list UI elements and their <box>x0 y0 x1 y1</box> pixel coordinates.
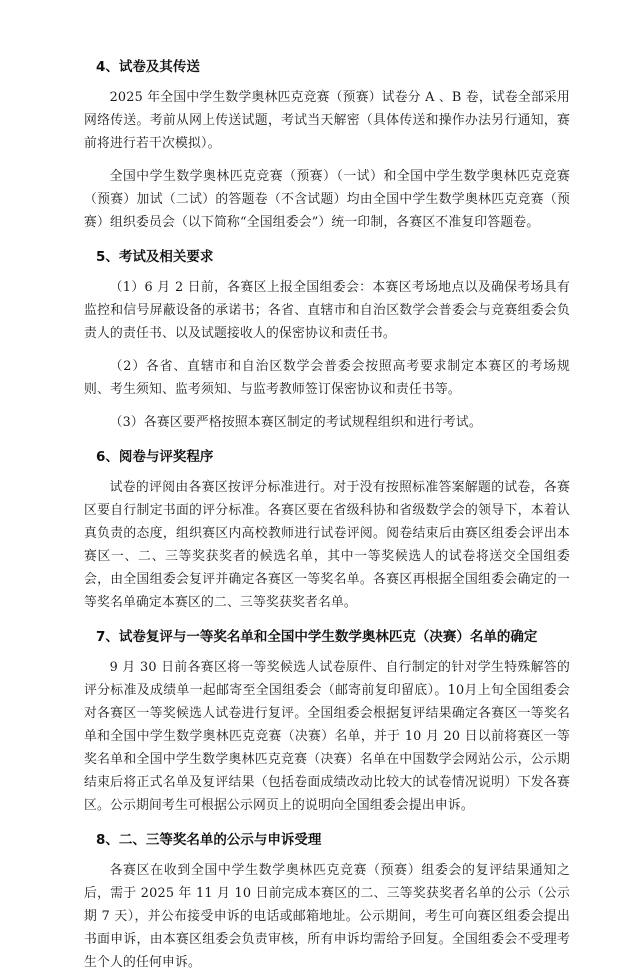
paragraph: （1）6 月 2 日前，各赛区上报全国组委会：本赛区考场地点以及确保考场具有监控和信号屏蔽设备的承诺书；各省、直辖市和自治区数学会普委会与竞赛组委会负责人的责任书、以及试题接收人的保密协议和责任书。 <box>84 280 570 341</box>
paragraph: 9 月 30 日前各赛区将一等奖候选人试卷原件、自行制定的针对学生特殊解答的评分标准及成绩单一起邮寄至全国组委会（邮寄前复印留底）。10月上旬全国组委会对各赛区一等奖候选人试卷进行复评。全国组委会根据复评结果确定各赛区一等奖名单和全国中学生数学奥林匹克竞赛（决赛）名单，并于 10 月 20 日以前将赛区一等奖名单和全国中学生数学奥林匹克竞赛（决赛）名单在中国数学会网站公示，公示期结束后将正式名单及复评结果（包括卷面成绩改动比较大的试卷情况说明）下发各赛区。公示期间考生可根据公示网页上的说明向全国组委会提出申诉。 <box>84 660 570 813</box>
section-5 <box>84 248 570 434</box>
paragraph: 全国中学生数学奥林匹克竞赛（预赛）（一试）和全国中学生数学奥林匹克竞赛（预赛）加试（二试）的答题卷（不含试题）均由全国中学生数学奥林匹克竞赛（预赛）组织委员会（以下简称“全国组委会”）统一印制，各赛区不准复印答题卷。 <box>84 169 570 230</box>
paragraph: （3）各赛区要严格按照本赛区制定的考试规程组织和进行考试。 <box>109 415 482 430</box>
section-4 <box>84 58 570 234</box>
paragraph: 各赛区在收到全国中学生数学奥林匹克竞赛（预赛）组委会的复评结果通知之后，需于 2025 年 11 月 10 日前完成本赛区的二、三等奖获奖者名单的公示（公示期 7 天），并公布接受申诉的电话或邮箱地址。公示期间，考生可向赛区组委会提出书面申诉，由本赛区组委会负责审核，所有申诉均需给予回复。全国组委会不受理考生个人的任何申诉。 <box>84 863 570 970</box>
section-heading: 5、考试及相关要求 <box>96 249 214 265</box>
section-7 <box>84 628 570 817</box>
paragraph: 2025 年全国中学生数学奥林匹克竞赛（预赛）试卷分 A 、B 卷，试卷全部采用网络传送。考前从网上传送试题，考试当天解密（具体传送和操作办法另行通知，赛前将进行若干次模拟）。 <box>84 90 570 151</box>
section-heading: 4、试卷及其传送 <box>96 59 200 75</box>
paragraph: 试卷的评阅由各赛区按评分标准进行。对于没有按照标准答案解题的试卷，各赛区要自行制定书面的评分标准。各赛区要在省级科协和省级数学会的领导下，本着认真负责的态度，组织赛区内高校教师进行试卷评阅。阅卷结束后由赛区组委会评出本赛区一、二、三等奖获奖者的候选名单，其中一等奖候选人的试卷将送交全国组委会，由全国组委会复评并确定各赛区一等奖名单。各赛区再根据全国组委会确定的一等奖名单确定本赛区的二、三等奖获奖者名单。 <box>84 480 570 610</box>
section-8 <box>84 831 570 974</box>
section-heading: 8、二、三等奖名单的公示与申诉受理 <box>96 832 322 848</box>
section-heading: 6、阅卷与评奖程序 <box>96 449 214 465</box>
section-6 <box>84 448 570 614</box>
section-heading: 7、试卷复评与一等奖名单和全国中学生数学奥林匹克（决赛）名单的确定 <box>96 629 538 645</box>
paragraph: （2）各省、直辖市和自治区数学会普委会按照高考要求制定本赛区的考场规则、考生须知、监考须知、与监考教师签订保密协议和责任书等。 <box>84 359 570 397</box>
